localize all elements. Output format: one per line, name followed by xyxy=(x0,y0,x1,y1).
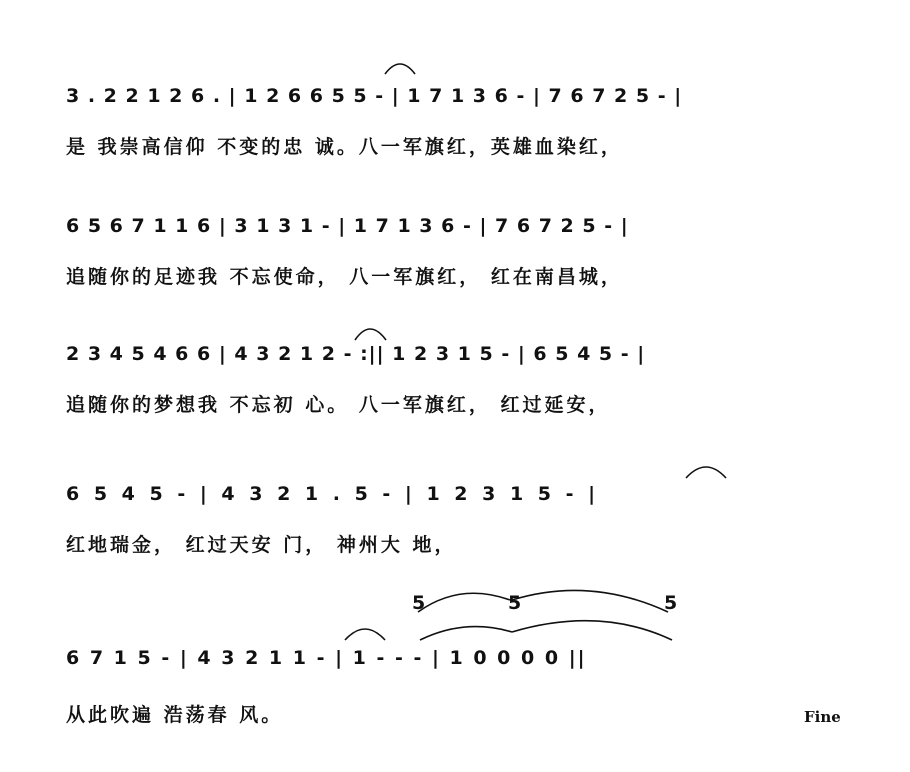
chord-top-note-1: 5 xyxy=(412,592,426,614)
jianpu-notes: 2 3 4 5 4 6 6 | 4 3 2 1 2 - :|| 1 2 3 1 5 - | 6 5 4 5 - | xyxy=(66,343,646,365)
notation-line-4 xyxy=(66,458,856,518)
fine-marking: Fine xyxy=(804,708,841,726)
lyrics-line-3: 追随你的梦想我 不忘初 心。 八一军旗红， 红过延安， xyxy=(66,394,611,416)
notation-line-3 xyxy=(66,318,856,378)
jianpu-notes: 6 5 4 5 - | 4 3 2 1 . 5 - | 1 2 3 1 5 - | xyxy=(66,483,600,505)
jianpu-notes: 6 5 6 7 1 1 6 | 3 1 3 1 - | 1 7 1 3 6 - | 7 6 7 2 5 - | xyxy=(66,215,629,237)
notation-line-1 xyxy=(66,60,856,120)
lyrics-line-2: 追随你的足迹我 不忘使命， 八一军旗红， 红在南昌城， xyxy=(66,266,623,288)
jianpu-notes: 3 . 2 2 1 2 6 . | 1 2 6 6 5 5 - | 1 7 1 3 6 - | 7 6 7 2 5 - | xyxy=(66,85,683,107)
lyrics-line-5: 从此吹遍 浩荡春 风。 xyxy=(66,704,284,726)
jianpu-notes: 6 7 1 5 - | 4 3 2 1 1 - | 1 - - - | 1 0 0 0 0 || xyxy=(66,647,587,669)
score-system-5 xyxy=(0,592,910,772)
score-system-4 xyxy=(0,458,910,608)
notation-line-5 xyxy=(66,622,856,682)
lyrics-line-4: 红地瑞金， 红过天安 门， 神州大 地， xyxy=(66,534,457,556)
chord-top-note-3: 5 xyxy=(664,592,678,614)
lyrics-line-1: 是 我崇高信仰 不变的忠 诚。八一军旗红，英雄血染红， xyxy=(66,136,623,158)
notation-line-2 xyxy=(66,190,856,250)
score-system-1 xyxy=(0,60,910,210)
chord-top-note-2: 5 xyxy=(508,592,522,614)
score-system-3 xyxy=(0,318,910,468)
